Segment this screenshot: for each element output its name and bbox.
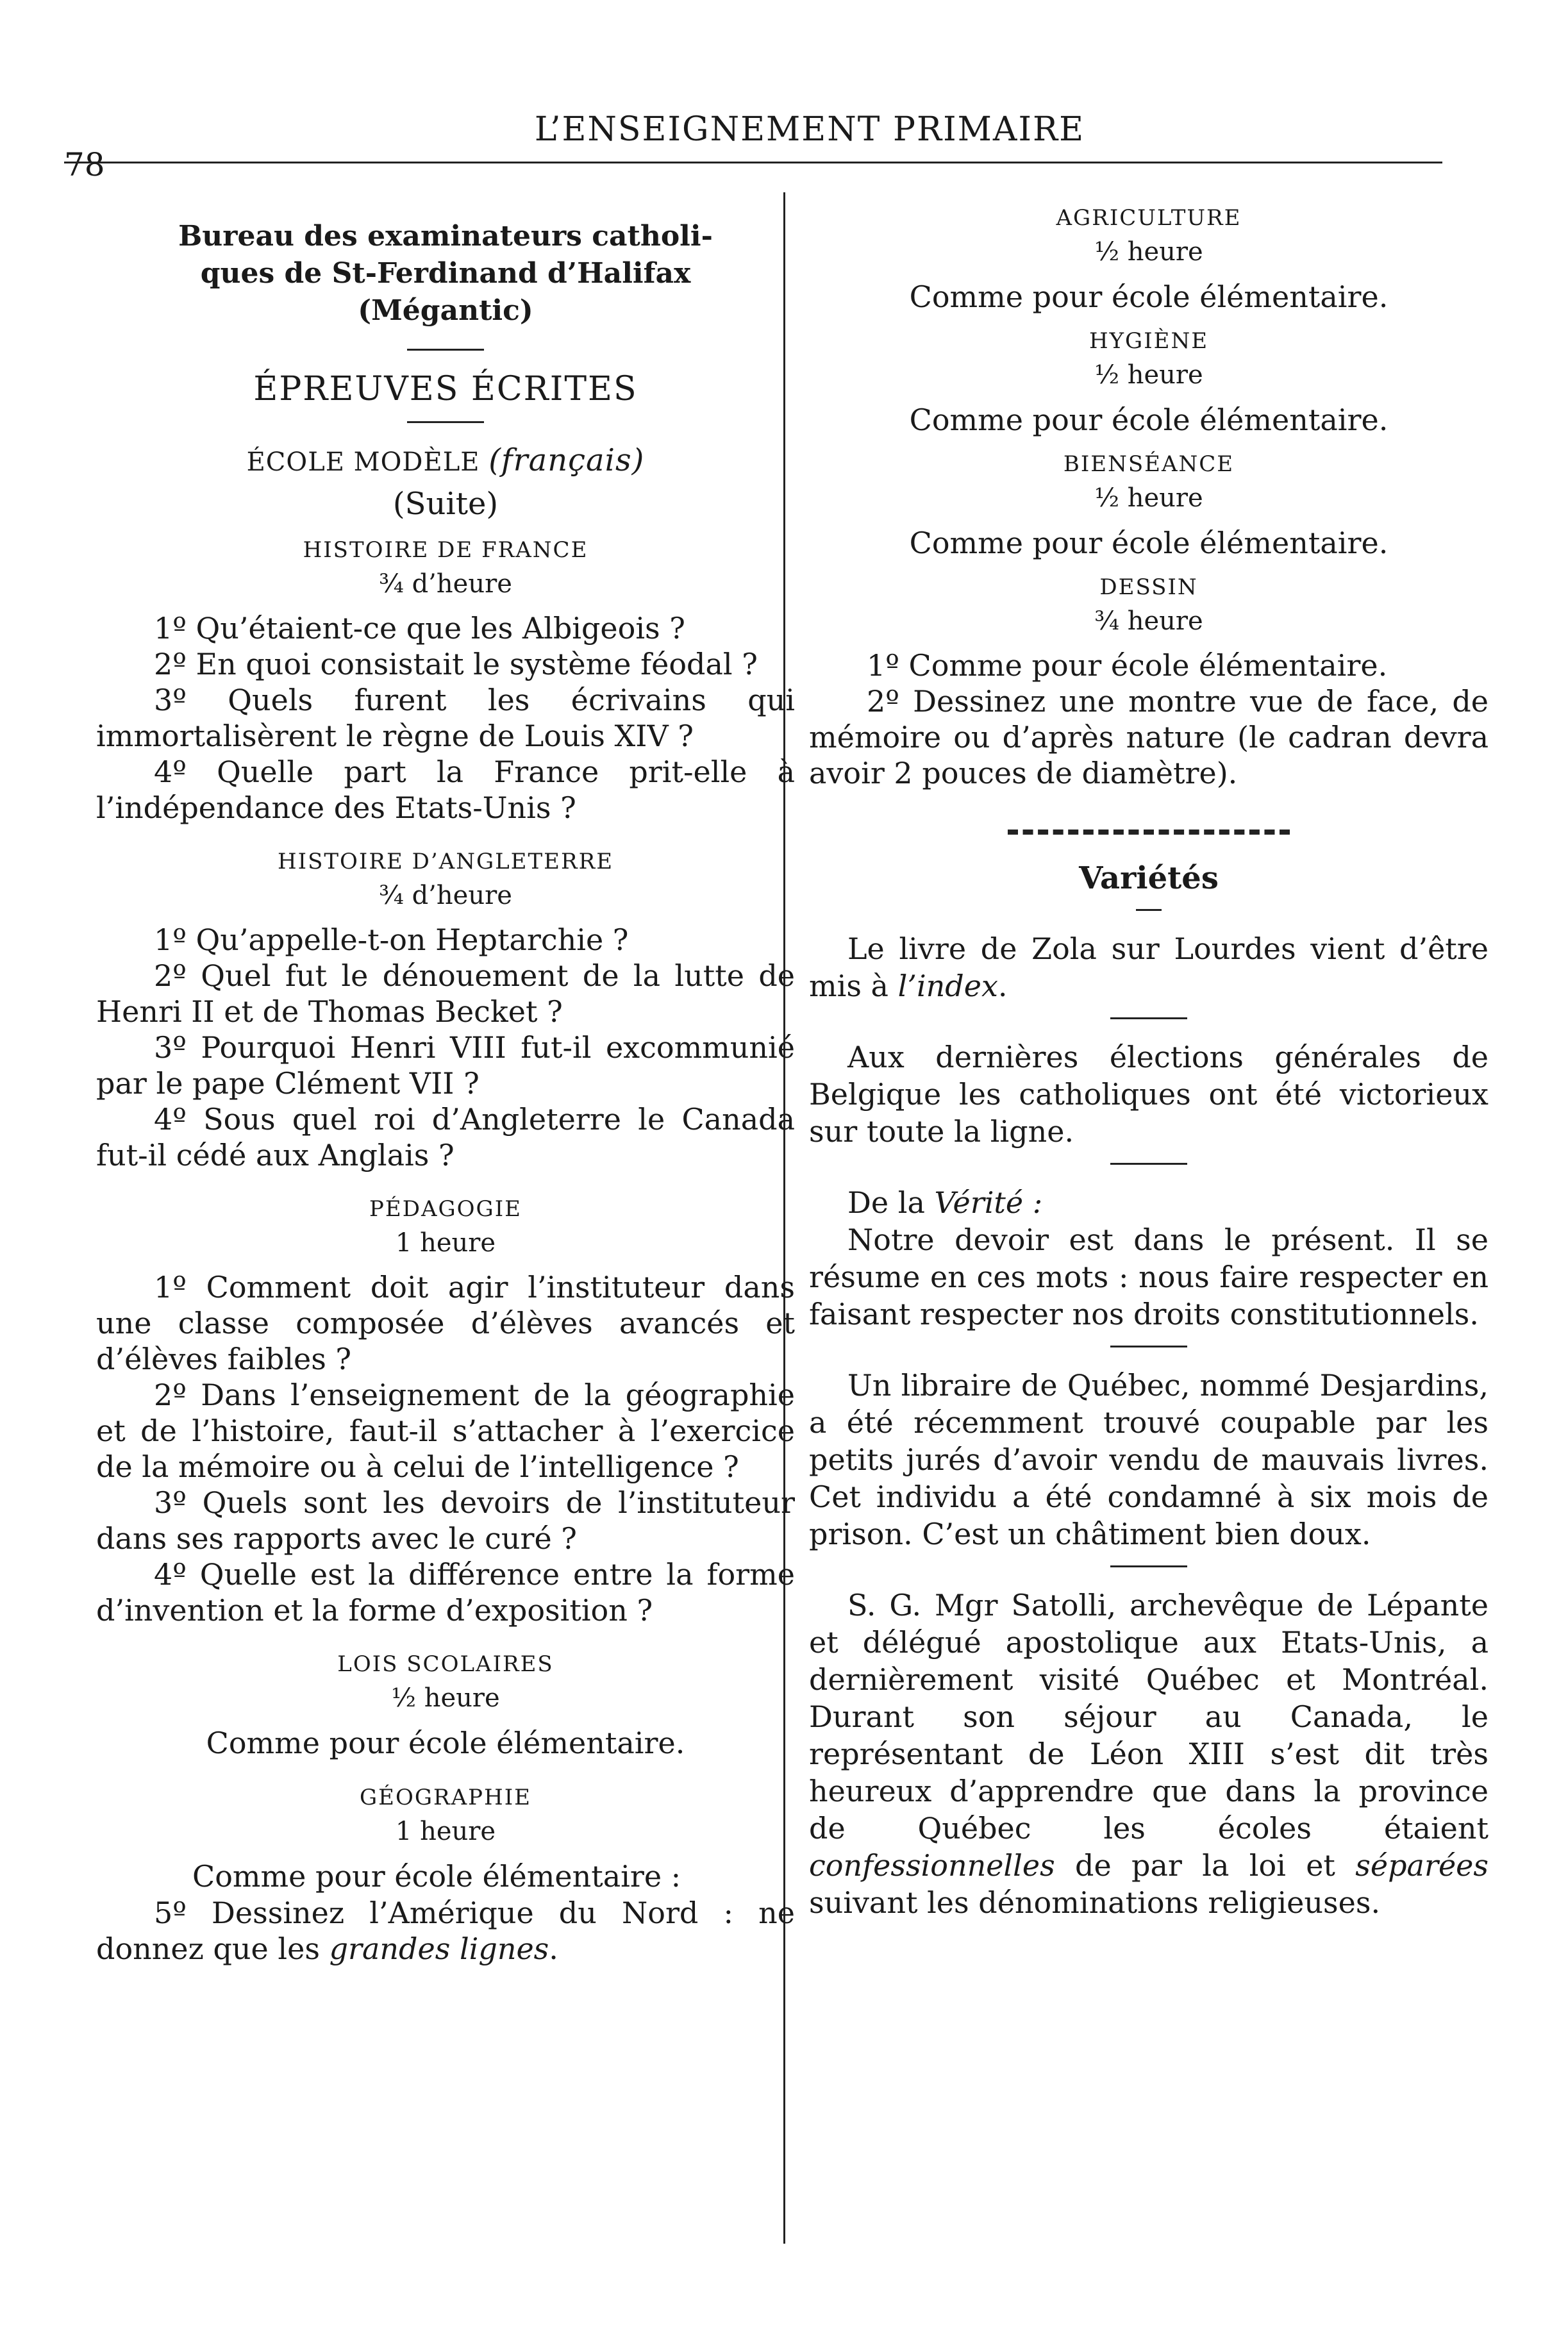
divider [1110, 1565, 1187, 1567]
news-item: Notre devoir est dans le présent. Il se résume en ces mots : nous faire respecter en faisant respecter nos droits constitutionnels. [809, 1222, 1489, 1331]
question: 3º Quels sont les devoirs de l’instituteur dans ses rapports avec le curé ? [96, 1485, 795, 1556]
news-item: Un libraire de Québec, nommé Desjardins, a été récemment trouvé coupable par les petits jurés d’avoir vendu de mauvais livres. Cet individu a été condamné à six mois de prison. C’est un châtiment bien doux. [809, 1368, 1489, 1551]
subject-title: AGRICULTURE [1056, 205, 1242, 231]
bureau-heading [96, 218, 795, 329]
news-item: Aux dernières élections générales de Belgique les catholiques ont été victorieux sur toute la ligne. [809, 1040, 1489, 1149]
bureau-line: ques de St-Ferdinand d’Halifax [200, 257, 691, 290]
question: 1º Comment doit agir l’instituteur dans une classe composée d’élèves avancés et d’élèves faibles ? [96, 1270, 795, 1376]
question: 1º Comme pour école élémentaire. [867, 648, 1388, 683]
divider [1136, 909, 1162, 911]
subject-duration: ½ heure [1094, 483, 1203, 513]
exam-section [96, 1196, 795, 1628]
subject-duration: ½ heure [1094, 360, 1203, 390]
subject-title: LOIS SCOLAIRES [337, 1651, 554, 1677]
subject-title: GÉOGRAPHIE [360, 1785, 531, 1810]
suite-label: (Suite) [392, 486, 499, 522]
exam-section [809, 205, 1489, 315]
divider [1110, 1017, 1187, 1019]
subject-duration: ½ heure [391, 1683, 500, 1713]
question: 4º Quelle part la France prit-elle à l’indépendance des Etats-Unis ? [96, 755, 795, 825]
subject-duration: ¾ heure [1094, 606, 1203, 636]
news-text: Le livre de Zola sur Lourdes vient d’être mis à [809, 931, 1489, 1003]
news-text: S. G. Mgr Satolli, archevêque de Lépante et délégué apostolique aux Etats-Unis, a dernièrement visité Québec et Montréal. Durant son séjour au Canada, le représentant de Léon XIII s’est dit très heureux d’apprendre que dans la province de Québec les écoles étaient [809, 1588, 1489, 1846]
question: 4º Sous quel roi d’Angleterre le Canada fut-il cédé aux Anglais ? [96, 1102, 795, 1172]
news-source-prefix: De la [847, 1185, 935, 1220]
subject-duration: ¾ d’heure [379, 881, 512, 910]
news-end: . [997, 969, 1008, 1003]
question: 2º Dans l’enseignement de la géographie et de l’histoire, faut-il s’attacher à l’exercice de la mémoire ou à celui de l’intelligence ? [96, 1378, 795, 1484]
question-emphasis: grandes lignes [329, 1931, 549, 1966]
question-end: . [549, 1931, 558, 1966]
question: 1º Qu’appelle-t-on Heptarchie ? [154, 922, 629, 957]
exam-section [809, 574, 1489, 791]
question: 3º Pourquoi Henri VIII fut-il excommunié par le pape Clément VII ? [96, 1030, 795, 1101]
subject-note: Comme pour école élémentaire. [909, 279, 1389, 314]
exam-section [96, 1785, 795, 1967]
school-type-language: (français) [488, 442, 645, 478]
header-rule [64, 162, 1442, 163]
bureau-line: (Mégantic) [358, 294, 533, 327]
exam-section [96, 849, 795, 1173]
question-text: 5º Dessinez l’Amérique du Nord : ne donnez que les [96, 1896, 795, 1966]
subject-title: BIENSÉANCE [1063, 451, 1235, 477]
exam-section [809, 328, 1489, 438]
news-source [809, 1184, 1489, 1221]
subject-duration: 1 heure [395, 1228, 496, 1258]
section-title: ÉPREUVES ÉCRITES [253, 370, 638, 408]
ornamental-divider [1008, 830, 1290, 835]
subject-title: PÉDAGOGIE [369, 1196, 522, 1222]
school-type-name: ÉCOLE MODÈLE [246, 447, 480, 477]
news-item [809, 1587, 1489, 1921]
subject-title: HISTOIRE D’ANGLETERRE [277, 849, 614, 874]
divider [1110, 1163, 1187, 1165]
news-item [809, 930, 1489, 1005]
bureau-line: Bureau des examinateurs catholi- [178, 220, 713, 253]
news-emphasis: séparées [1355, 1848, 1489, 1883]
school-type [96, 442, 795, 478]
exam-section [809, 451, 1489, 562]
subject-title: HYGIÈNE [1088, 328, 1209, 354]
exam-section [96, 1651, 795, 1762]
right-column [809, 205, 1489, 1921]
subject-duration: ¾ d’heure [379, 569, 512, 599]
news-text: de par la loi et [1055, 1848, 1356, 1883]
exam-section [96, 537, 795, 826]
left-column [96, 218, 795, 1967]
subject-note: Comme pour école élémentaire. [206, 1726, 685, 1760]
divider [1110, 1346, 1187, 1347]
question: 3º Quels furent les écrivains qui immortalisèrent le règne de Louis XIV ? [96, 683, 795, 753]
news-end: suivant les dénominations religieuses. [809, 1885, 1381, 1920]
divider [407, 349, 484, 351]
subject-note: Comme pour école élémentaire : [192, 1859, 681, 1894]
news-emphasis: l’index [897, 969, 998, 1003]
running-head: L’ENSEIGNEMENT PRIMAIRE [534, 110, 1085, 149]
page-number: 78 [64, 146, 105, 183]
news-emphasis: confessionnelles [809, 1848, 1055, 1883]
question: 2º Dessinez une montre vue de face, de mémoire ou d’après nature (le cadran devra avoir 2 pouces de diamètre). [809, 684, 1489, 790]
subject-title: DESSIN [1099, 574, 1198, 600]
question: 2º Quel fut le dénouement de la lutte de Henri II et de Thomas Becket ? [96, 958, 795, 1029]
question: 4º Quelle est la différence entre la forme d’invention et la forme d’exposition ? [96, 1557, 795, 1628]
subject-duration: 1 heure [395, 1817, 496, 1846]
subject-title: HISTOIRE DE FRANCE [303, 537, 588, 563]
subject-duration: ½ heure [1094, 237, 1203, 267]
question [96, 1895, 795, 1967]
question: 2º En quoi consistait le système féodal ? [154, 647, 758, 681]
subject-note: Comme pour école élémentaire. [909, 526, 1389, 560]
divider [407, 421, 484, 423]
subject-note: Comme pour école élémentaire. [909, 403, 1389, 437]
varietes-heading: Variétés [1079, 860, 1219, 896]
question: 1º Qu’étaient-ce que les Albigeois ? [154, 611, 685, 646]
news-source-name: Vérité : [934, 1185, 1043, 1220]
